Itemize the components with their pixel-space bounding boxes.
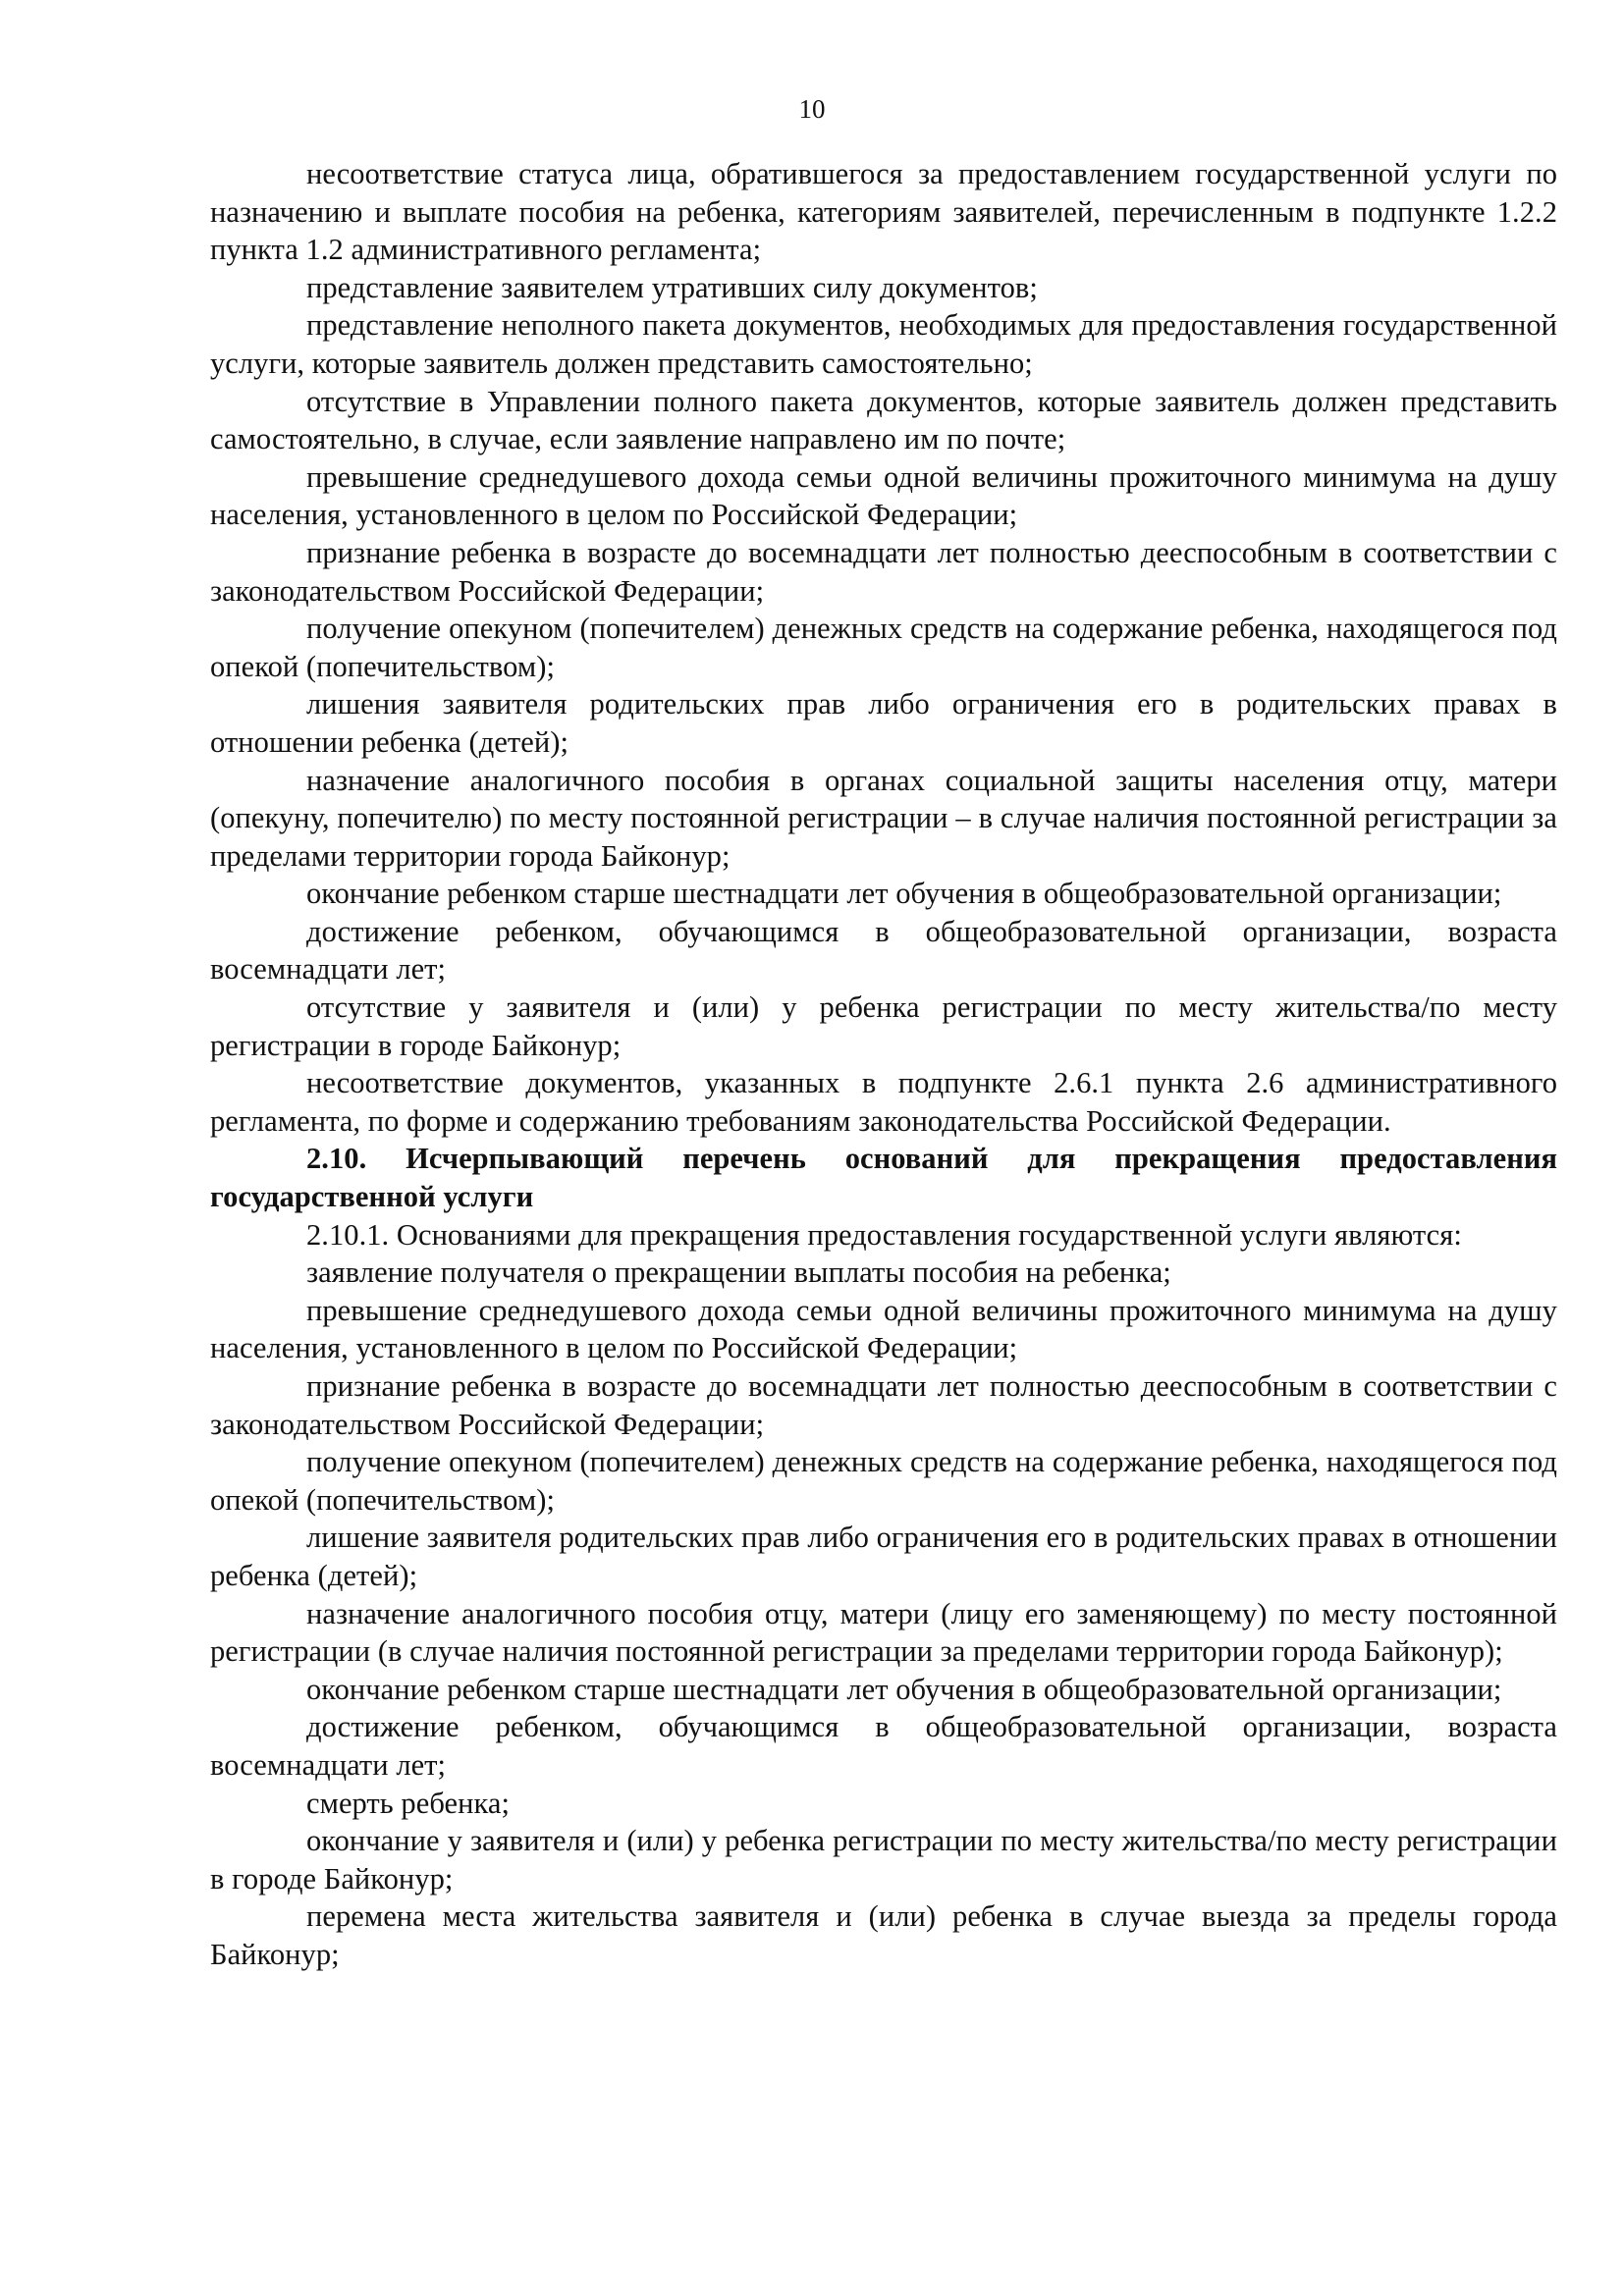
paragraph-termination-duplicate-benefit: назначение аналогичного пособия отцу, матери (лицу его заменяющему) по месту постоянной регистрации (в случае наличия постоянной регистрации за пределами территории города Байконур);: [210, 1596, 1557, 1669]
paragraph-refusal-income-exceeds: превышение среднедушевого дохода семьи одной величины прожиточного минимума на душу населения, установленного в целом по Российской Федерации;: [210, 459, 1557, 532]
paragraph-refusal-missing-package-by-mail: отсутствие в Управлении полного пакета документов, которые заявитель должен представить самостоятельно, в случае, если заявление направлено им по почте;: [210, 384, 1557, 456]
paragraph-refusal-status-mismatch: несоответствие статуса лица, обратившегося за предоставлением государственной услуги по назначению и выплате пособия на ребенка, категориям заявителей, перечисленным в подпункте 1.2.2 пункта 1.2 административного регламента;: [210, 157, 1557, 267]
paragraph-termination-child-capacity: признание ребенка в возрасте до восемнадцати лет полностью дееспособным в соответствии с законодательством Российской Федерации;: [210, 1369, 1557, 1441]
paragraph-refusal-education-ended: окончание ребенком старше шестнадцати лет обучения в общеобразовательной организации;: [306, 877, 1502, 911]
paragraph-refusal-incomplete-package: представление неполного пакета документов, необходимых для предоставления государственной услуги, которые заявитель должен представить самостоятельно;: [210, 308, 1557, 380]
paragraph-refusal-child-capacity: признание ребенка в возрасте до восемнадцати лет полностью дееспособным в соответствии с законодательством Российской Федерации;: [210, 535, 1557, 608]
paragraph-refusal-guardian-funds: получение опекуном (попечителем) денежных средств на содержание ребенка, находящегося под опекой (попечительством);: [210, 612, 1557, 683]
paragraph-termination-relocation: перемена места жительства заявителя и (или) ребенка в случае выезда за пределы города Байконур;: [210, 1899, 1557, 1971]
paragraph-2-10-1-intro: 2.10.1. Основаниями для прекращения предоставления государственной услуги являются:: [306, 1217, 1462, 1252]
paragraph-refusal-parental-rights: лишения заявителя родительских прав либо ограничения его в родительских правах в отношении ребенка (детей);: [210, 687, 1557, 759]
paragraph-refusal-no-registration: отсутствие у заявителя и (или) у ребенка регистрации по месту жительства/по месту регистрации в городе Байконур;: [210, 990, 1557, 1062]
paragraph-termination-education-ended: окончание ребенком старше шестнадцати лет обучения в общеобразовательной организации;: [306, 1672, 1502, 1706]
paragraph-refusal-age-eighteen: достижение ребенком, обучающимся в общеобразовательной организации, возраста восемнадцати лет;: [210, 914, 1557, 987]
page-number: 10: [798, 94, 826, 124]
paragraph-termination-age-eighteen: достижение ребенком, обучающимся в общеобразовательной организации, возраста восемнадцати лет;: [210, 1710, 1557, 1782]
section-heading-2-10: 2.10. Исчерпывающий перечень оснований для прекращения предоставления государственной услуги: [210, 1142, 1557, 1214]
paragraph-termination-child-death: смерть ребенка;: [306, 1786, 510, 1820]
paragraph-refusal-expired-documents: представление заявителем утративших силу документов;: [306, 270, 1038, 304]
paragraph-termination-guardian-funds: получение опекуном (попечителем) денежных средств на содержание ребенка, находящегося под опекой (попечительством);: [210, 1445, 1557, 1517]
paragraph-termination-parental-rights: лишение заявителя родительских прав либо ограничения его в родительских правах в отношении ребенка (детей);: [210, 1521, 1557, 1592]
document-body: [210, 155, 1557, 1974]
paragraph-termination-income-exceeds: превышение среднедушевого дохода семьи одной величины прожиточного минимума на душу населения, установленного в целом по Российской Федерации;: [210, 1293, 1557, 1365]
paragraph-refusal-documents-nonconforming: несоответствие документов, указанных в подпункте 2.6.1 пункта 2.6 административного регламента, по форме и содержанию требованиям законодательства Российской Федерации.: [210, 1066, 1557, 1138]
paragraph-refusal-duplicate-benefit: назначение аналогичного пособия в органах социальной защиты населения отцу, матери (опекуну, попечителю) по месту постоянной регистрации – в случае наличия постоянной регистрации за пределами территории города Байконур;: [210, 763, 1557, 873]
paragraph-termination-recipient-request: заявление получателя о прекращении выплаты пособия на ребенка;: [306, 1255, 1171, 1290]
paragraph-termination-registration-ended: окончание у заявителя и (или) у ребенка регистрации по месту жительства/по месту регистрации в городе Байконур;: [210, 1824, 1557, 1896]
